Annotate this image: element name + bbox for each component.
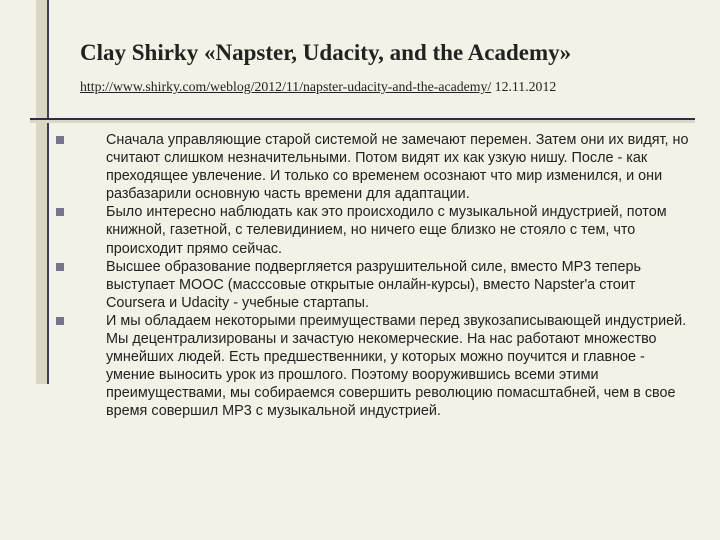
decorative-horizontal-bar [30, 120, 695, 123]
square-bullet-icon [56, 263, 64, 271]
source-link[interactable]: http://www.shirky.com/weblog/2012/11/napster-udacity-and-the-academy/ [80, 79, 492, 94]
decorative-vertical-line [47, 0, 49, 384]
bullet-list [56, 131, 692, 421]
square-bullet-icon [56, 136, 64, 144]
source-date: 12.11.2012 [494, 79, 557, 94]
bullet-text: И мы обладаем некоторыми преимуществами перед звукозаписывающей индустрией. Мы децентрализированы и зачастую некомерческие. На нас работают множество умнейших людей. Есть предшественники, у которых можно поучится и главное - умение выносить урок из прошлого. Поэтому вооружившись всеми этими преимуществами, мы собираемся совершить революцию помасштабней, чем в свое время совершил MP3 с музыкальной индустрией. [106, 312, 687, 420]
bullet-item [56, 203, 692, 257]
square-bullet-icon [56, 317, 64, 325]
square-bullet-icon [56, 208, 64, 216]
bullet-item [56, 258, 692, 312]
bullet-item [56, 131, 692, 203]
bullet-item [56, 312, 692, 421]
bullet-text: Высшее образование подвергляется разрушительной силе, вместо MP3 теперь выступает MOOC (масссовые открытые онлайн-курсы), вместо Napster'а стоит Coursera и Udacity - учебные стартапы. [106, 258, 641, 311]
slide-title: Clay Shirky «Napster, Udacity, and the Academy» [80, 40, 572, 65]
bullet-text: Было интересно наблюдать как это происходило с музыкальной индустрией, потом книжной, газетной, с телевидинием, но ничего еще близко не стояло с тем, что происходит прямо сейчас. [106, 204, 667, 257]
source-line [80, 79, 556, 95]
bullet-text: Сначала управляющие старой системой не замечают перемен. Затем они их видят, но считают слишком незначительными. Потом видят их как узкую нишу. После - как преходящее увлечение. И только со временем осознают что мир изменился, и они разбазарили основную часть времени для адаптации. [106, 132, 689, 203]
